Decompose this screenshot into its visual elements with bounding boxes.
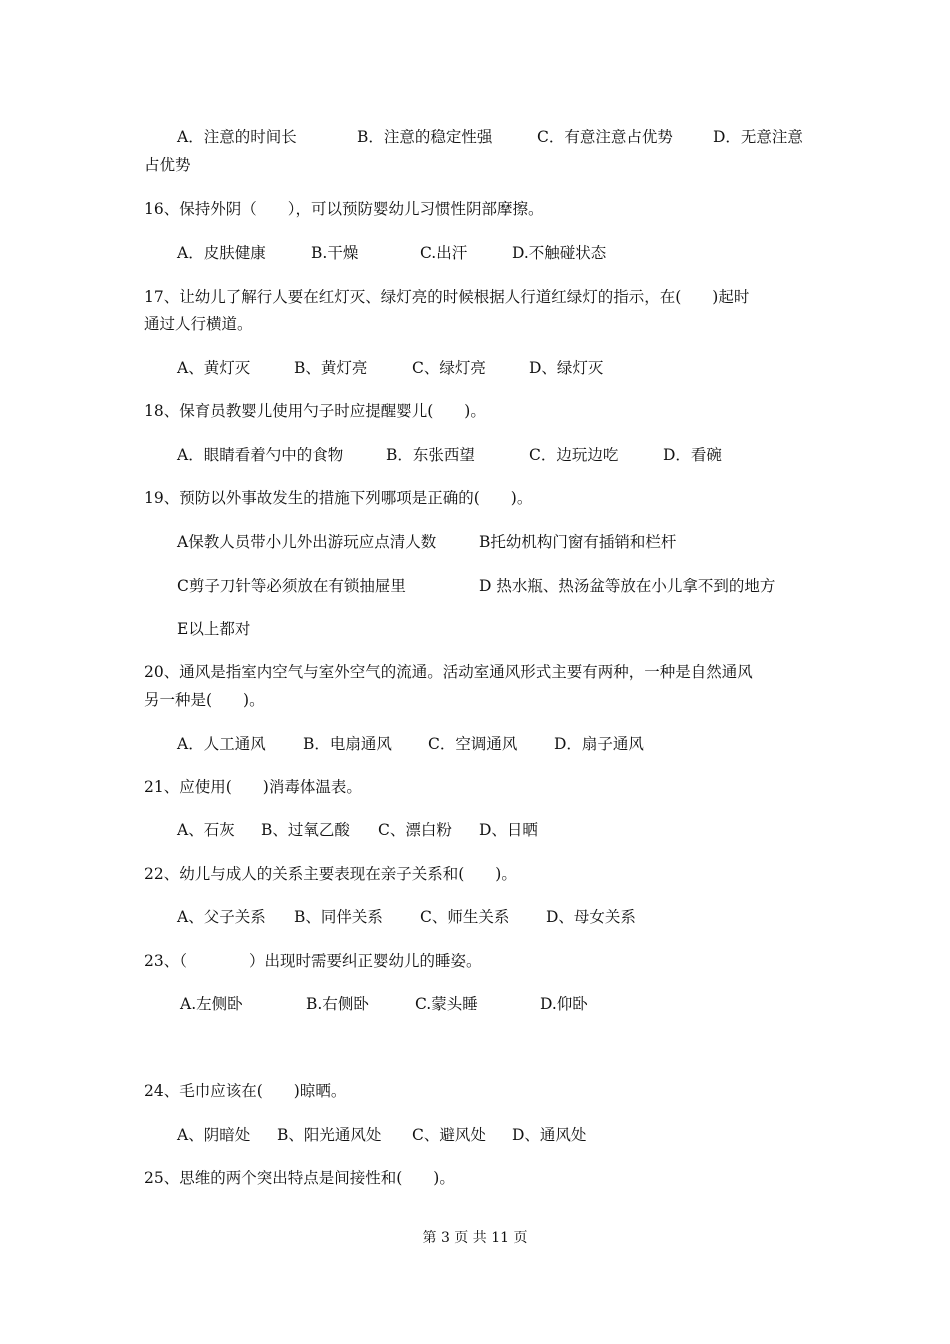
q20-option-c: C．空调通风 xyxy=(428,735,518,753)
q21-stem: 21、应使用( )消毒体温表。 xyxy=(144,778,362,796)
q17-option-c: C、绿灯亮 xyxy=(412,359,486,377)
q15-option-b: B．注意的稳定性强 xyxy=(357,128,493,146)
q15-option-c: C．有意注意占优势 xyxy=(537,128,673,146)
q18-option-d: D．看碗 xyxy=(663,446,722,464)
q24-option-b: B、阳光通风处 xyxy=(277,1126,382,1144)
q18-option-c: C．边玩边吃 xyxy=(529,446,619,464)
q18-stem: 18、保育员教婴儿使用勺子时应提醒婴儿( )。 xyxy=(144,402,486,420)
q20-option-b: B．电扇通风 xyxy=(303,735,392,753)
q19-option-a: A保教人员带小儿外出游玩应点清人数 xyxy=(177,533,437,551)
q19-stem: 19、预防以外事故发生的措施下列哪项是正确的( )。 xyxy=(144,489,533,507)
q22-option-b: B、同伴关系 xyxy=(294,908,383,926)
q23-option-b: B.右侧卧 xyxy=(306,995,369,1013)
q17-option-a: A、黄灯灭 xyxy=(177,359,251,377)
q21-option-b: B、过氧乙酸 xyxy=(261,821,350,839)
q16-option-d: D.不触碰状态 xyxy=(512,244,607,262)
q24-option-d: D、通风处 xyxy=(512,1126,587,1144)
q16-option-b: B.干燥 xyxy=(311,244,359,262)
q18-option-a: A．眼睛看着勺中的食物 xyxy=(177,446,344,464)
q21-option-d: D、日晒 xyxy=(479,821,538,839)
q22-stem: 22、幼儿与成人的关系主要表现在亲子关系和( )。 xyxy=(144,865,517,883)
page-number: 第 3 页 共 11 页 xyxy=(422,1230,528,1246)
q24-stem: 24、毛巾应该在( )晾晒。 xyxy=(144,1082,347,1100)
q25-stem: 25、思维的两个突出特点是间接性和( )。 xyxy=(144,1169,455,1187)
q20-option-a: A．人工通风 xyxy=(177,735,266,753)
q19-option-c: C剪子刀针等必须放在有锁抽屉里 xyxy=(177,577,406,595)
q17-stem-cont: 通过人行横道。 xyxy=(144,315,253,333)
q24-option-c: C、避风处 xyxy=(412,1126,486,1144)
q16-option-a: A．皮肤健康 xyxy=(177,244,266,262)
q21-option-c: C、漂白粉 xyxy=(378,821,452,839)
q17-option-b: B、黄灯亮 xyxy=(294,359,368,377)
q19-option-b: B托幼机构门窗有插销和栏杆 xyxy=(479,533,677,551)
q16-stem: 16、保持外阴（ ），可以预防婴幼儿习惯性阴部摩擦。 xyxy=(144,200,544,218)
q16-option-c: C.出汗 xyxy=(420,244,468,262)
q19-option-e: E以上都对 xyxy=(177,620,251,638)
q18-option-b: B．东张西望 xyxy=(386,446,475,464)
q20-stem-cont: 另一种是( )。 xyxy=(144,691,265,709)
q21-option-a: A、石灰 xyxy=(177,821,235,839)
q15-option-d-cont: 占优势 xyxy=(144,156,191,174)
q15-option-a: A．注意的时间长 xyxy=(177,128,297,146)
q22-option-a: A、父子关系 xyxy=(177,908,266,926)
q17-stem: 17、让幼儿了解行人要在红灯灭、绿灯亮的时候根据人行道红绿灯的指示，在( )起时 xyxy=(144,288,750,306)
q23-option-a: A.左侧卧 xyxy=(180,995,243,1013)
q19-option-d: D 热水瓶、热汤盆等放在小儿拿不到的地方 xyxy=(479,577,776,595)
q17-option-d: D、绿灯灭 xyxy=(529,359,604,377)
q22-option-d: D、母女关系 xyxy=(546,908,636,926)
q20-option-d: D．扇子通风 xyxy=(554,735,644,753)
q23-option-d: D.仰卧 xyxy=(540,995,588,1013)
q15-option-d: D．无意注意 xyxy=(713,128,803,146)
q24-option-a: A、阴暗处 xyxy=(177,1126,251,1144)
q23-stem: 23、（ ）出现时需要纠正婴幼儿的睡姿。 xyxy=(144,952,482,970)
q22-option-c: C、师生关系 xyxy=(420,908,510,926)
q23-option-c: C.蒙头睡 xyxy=(415,995,478,1013)
q20-stem: 20、通风是指室内空气与室外空气的流通。活动室通风形式主要有两种，一种是自然通风 xyxy=(144,663,753,681)
